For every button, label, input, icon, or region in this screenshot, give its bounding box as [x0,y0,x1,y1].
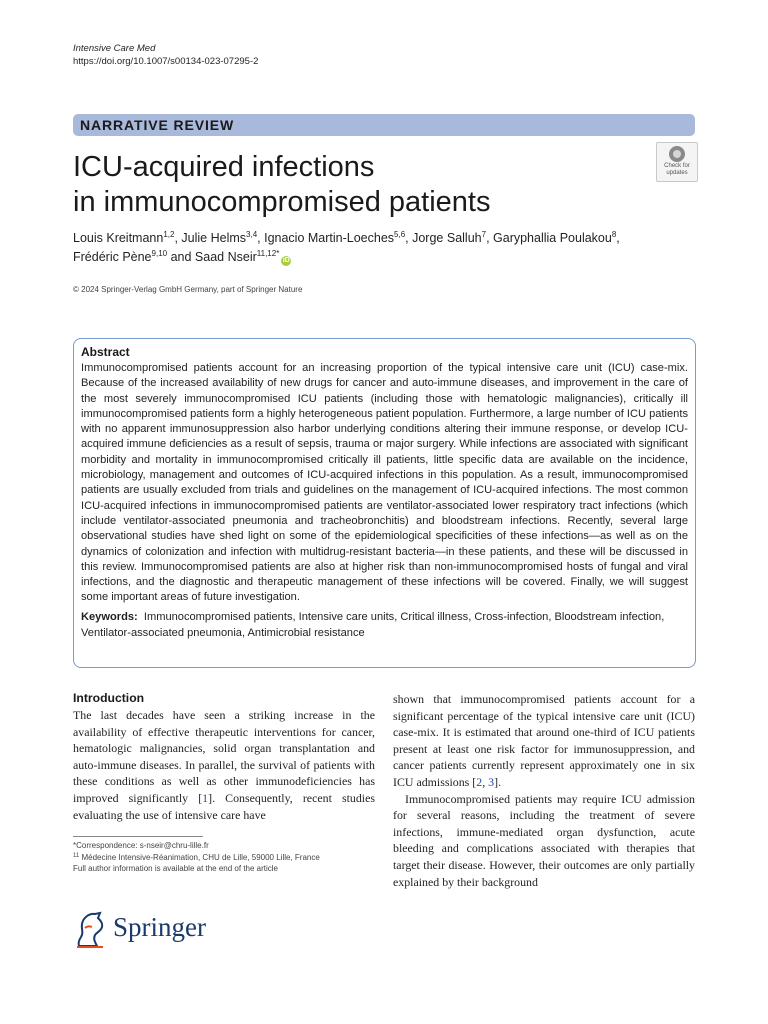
author-name[interactable]: Louis Kreitmann [73,231,164,245]
springer-horse-icon [73,910,109,950]
author-name[interactable]: Julie Helms [181,231,247,245]
abstract-heading: Abstract [81,345,130,359]
author-affiliation: 1,2 [163,230,175,239]
doi-link[interactable]: https://doi.org/10.1007/s00134-023-07295-2 [73,56,259,67]
author-list: Louis Kreitmann$^{1,2}$, Julie Helms$^{3,4}$, Ignacio Martin-Loeches$^{5,6}$, Jorge Salluh$^7$, Garyphallia Poulakou$^8$, Frédéric Pène$^{9,10}$ and Saad Nseir$^{11,12*}$iD [73,230,620,264]
check-badge-line-1: Check for [664,163,690,169]
journal-header [73,42,258,68]
introduction-heading: Introduction [73,691,145,705]
author-affiliation: 11,12* [256,249,280,258]
article-type-label: NARRATIVE REVIEW [80,117,235,133]
abstract-text: Immunocompromised patients account for an increasing proportion of the typical intensive care unit (ICU) case-mix. Because of the increased availability of new drugs for cancer and auto-immune diseases, and improvement in the care of the most severely immunocompromised ICU patients (including those with hematologic malignancies), critically ill immunocompromised patients form a highly heterogeneous patient population. Furthermore, a large number of ICU patients with no apparent immunosuppression also harbor underlying conditions altering their immune response, or develop ICU-acquired immune deficiencies as a result of sepsis, trauma or major surgery. While infections are associated with significant morbidity and mortality in immunocompromised critically ill patients, little specific data are available on the incidence, microbiology, management and outcomes of ICU-acquired infections in this population. As a result, immunocompromised patients are usually excluded from trials and guidelines on the management of ICU-acquired infections. The most common ICU-acquired infections in immunocompromised patients are ventilator-associated lower respiratory tract infections (which include ventilator-associated pneumonia and tracheobronchitis) and bloodstream infections. Recently, several large observational studies have shed light on some of the epidemiological specificities of these infections—as well as on the dynamics of colonization and infection with multidrug-resistant bacteria—in these patients, and these will be discussed in this review. Immunocompromised patients are also at higher risk than non-immunocompromised hosts of fungal and viral infections, and the diagnostic and therapeutic management of these infections will be covered. Finally, we will suggest some important areas of future investigation. [81,362,688,604]
springer-logo [73,910,218,950]
check-badge-line-2: updates [666,170,688,176]
author-name[interactable]: Frédéric Pène [73,250,152,264]
author-affiliation: 3,4 [246,230,258,239]
intro-paragraph-3: Immunocompromised patients may require ICU admission for several reasons, including the treatment of severe infections, immune-mediated organ dysfunction, acute bleeding and complications associated with therapies that target their disease. However, their outcomes are only partially explained by their background [393,791,695,889]
intro-paragraph-1b: ]. Consequently, recent studies evaluating the use of intensive care have [73,790,376,822]
intro-paragraph-2: shown that immunocompromised patients account for a significant percentage of the typical intensive care unit (ICU) case-mix. It is estimated that around one-third of ICU patients present at least one risk factor for immunosuppression, and cancer patients currently represent approximately one in six ICU admissions [2, 3]. [393,692,695,789]
author-name[interactable]: Garyphallia Poulakou [493,231,612,245]
footnote-divider [73,836,203,837]
body-column-left [73,707,375,823]
keywords [81,609,688,641]
intro-paragraph-1a: The last decades have seen a striking increase in the availability of effective therapeutic interventions for cancer, hematologic malignancies, solid organ transplantation and auto-immune diseases. In parallel, the survival of patients with these conditions as well as other immunodeficiencies has improved significantly [ [73,708,375,805]
keywords-label: Keywords: [81,610,138,623]
affiliation-note: $^{11}$ Médecine Intensive-Réanimation, CHU de Lille, 59000 Lille, France [73,852,320,862]
author-affiliation: 9,10 [151,249,168,258]
journal-name: Intensive Care Med [73,43,156,54]
author-affiliation: 7 [481,230,487,239]
correspondence-note: *Correspondence: s-nseir@chru-lille.fr [73,841,209,850]
abstract-box [73,338,696,668]
author-affiliation: 5,6 [394,230,406,239]
check-for-updates-badge[interactable] [656,142,698,182]
body-column-right [393,691,695,890]
author-name[interactable]: Ignacio Martin-Loeches [264,231,395,245]
publisher-name: Springer [113,912,206,942]
keywords-list: Immunocompromised patients, Intensive care units, Critical illness, Cross-infection, Bloodstream infection, Ventilator-associated pneumonia, Antimicrobial resistance [81,610,665,639]
author-info-note: Full author information is available at the end of the article [73,864,279,873]
author-affiliation: 8 [611,230,617,239]
footnotes [73,840,383,875]
orcid-icon[interactable]: iD [282,257,290,264]
crossmark-icon [669,146,685,162]
authors-and: and [170,250,192,264]
copyright-notice: © 2024 Springer-Verlag GmbH Germany, part of Springer Nature [73,285,303,294]
author-name[interactable]: Saad Nseir [194,250,257,264]
article-type-banner [73,114,695,136]
citation-link[interactable]: 2 [476,774,483,789]
citation-link[interactable]: 1 [202,790,209,805]
article-title [73,150,633,220]
title-line-2: in immunocompromised patients [73,186,491,218]
title-line-1: ICU-acquired infections [73,151,375,183]
citation-link[interactable]: 3 [488,774,495,789]
author-name[interactable]: Jorge Salluh [412,231,482,245]
